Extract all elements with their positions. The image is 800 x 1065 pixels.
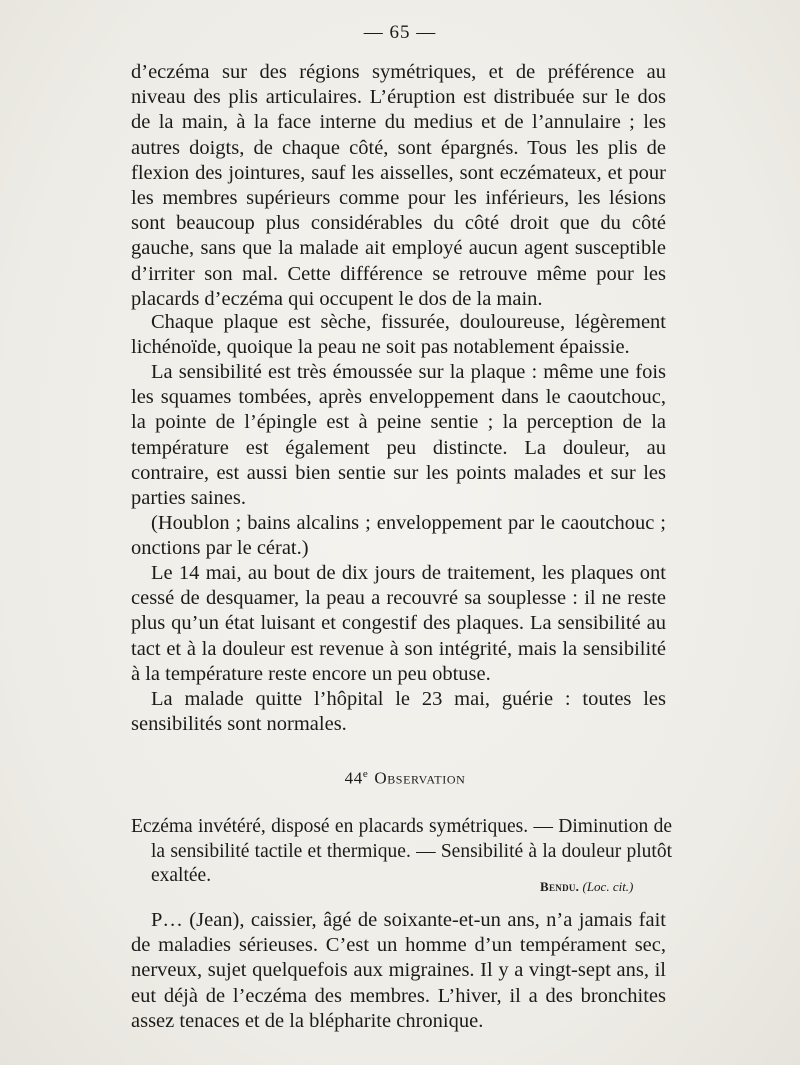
observation-number-suffix: e (362, 768, 369, 780)
observation-number: 44 (344, 768, 363, 788)
paragraph-sensibility (131, 360, 666, 511)
page-number: — 65 — (363, 22, 437, 43)
citation-reference: (Loc. cit.) (582, 879, 634, 894)
paragraph-eczema-description (131, 60, 666, 312)
observation-summary (131, 815, 672, 889)
paragraph-treatment (131, 511, 666, 561)
paragraph-plaque-description (131, 310, 666, 360)
paragraph-text: (Houblon ; bains alcalins ; enveloppement par le caoutchouc ; onctions par le cérat.) (131, 512, 666, 560)
observation-summary-text: Eczéma invétéré, disposé en placards symétriques. — Diminution de la sensibilité tactile et thermique. — Sensibilité à la douleur plutôt exaltée. (131, 816, 672, 886)
paragraph-case-history (131, 908, 666, 1034)
paragraph-text: La malade quitte l’hôpital le 23 mai, guérie : toutes les sensibilités sont normales. (131, 688, 666, 736)
paragraph-progress-may-14 (131, 561, 666, 687)
observation-title: Observation (374, 768, 466, 788)
paragraph-text: Le 14 mai, au bout de dix jours de traitement, les plaques ont cessé de desquamer, la peau a recouvré sa souplesse : il ne reste plus qu’un état luisant et congestif des plaques. La sensibilité au tact et à la douleur est revenue à son intégrité, mais la sensibilité à la température reste encore un peu obtuse. (131, 562, 666, 685)
observation-heading (0, 768, 800, 789)
paragraph-text: d’eczéma sur des régions symétriques, et de préférence au niveau des plis articulaires. L’éruption est distribuée sur le dos de la main, à la face interne du medius et de l’annulaire ; les autres doigts, de chaque côté, sont épargnés. Tous les plis de flexion des jointures, sauf les aisselles, sont eczémateux, et pour les membres supérieurs comme pour les inférieurs, les lésions sont beaucoup plus considérables du côté droit que du côté gauche, sans que la malade ait employé aucun agent susceptible d’irriter son mal. Cette différence se retrouve même pour les placards d’eczéma qui occupent le dos de la main. (131, 61, 666, 310)
paragraph-text: Chaque plaque est sèche, fissurée, douloureuse, légèrement lichénoïde, quoique la peau ne soit pas notablement épaissie. (131, 311, 666, 359)
citation-author: Bendu. (540, 879, 580, 894)
citation (540, 879, 633, 895)
paragraph-discharge (131, 687, 666, 737)
paragraph-text: P… (Jean), caissier, âgé de soixante-et-un ans, n’a jamais fait de maladies sérieuses. C’est un homme d’un tempérament sec, nerveux, sujet quelquefois aux migraines. Il y a vingt-sept ans, il eut déjà de l’eczéma des membres. L’hiver, il a des bronchites assez tenaces et de la blépharite chronique. (131, 909, 666, 1032)
paragraph-text: La sensibilité est très émoussée sur la plaque : même une fois les squames tombées, après enveloppement dans le caoutchouc, la pointe de l’épingle est à peine sentie ; la perception de la température est également peu distincte. La douleur, au contraire, est aussi bien sentie sur les points malades et sur les parties saines. (131, 361, 666, 510)
